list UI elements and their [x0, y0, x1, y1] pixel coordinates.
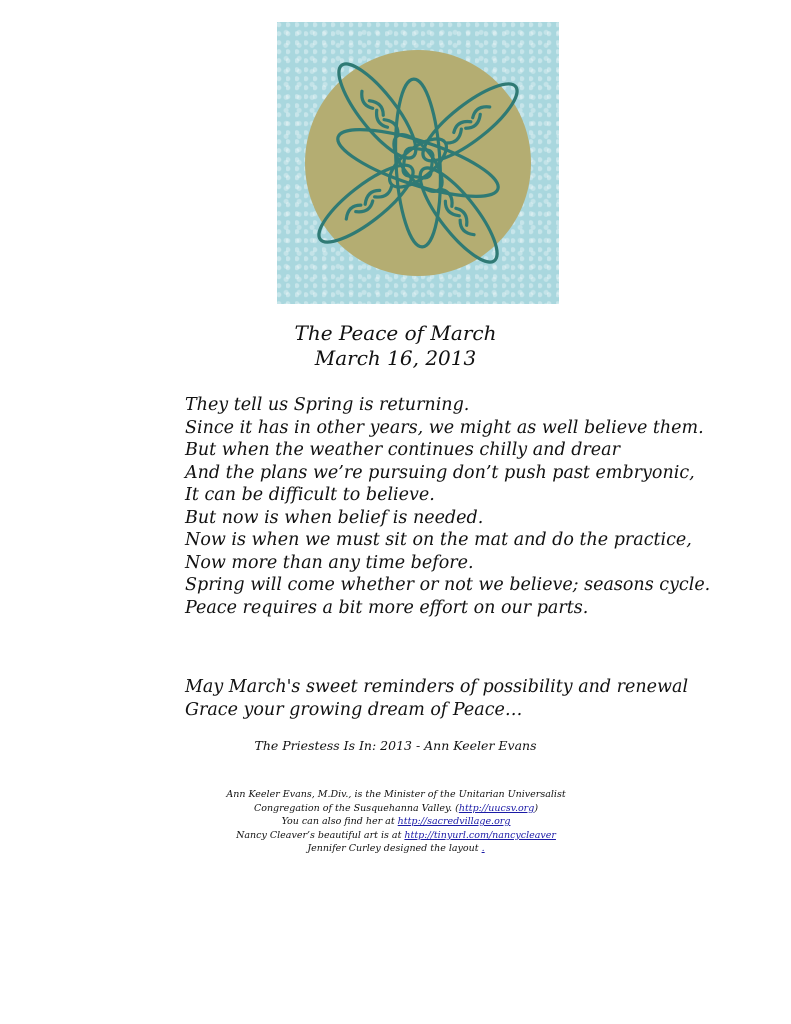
- credits-line-4: [196, 829, 596, 843]
- credits-line-5: [196, 842, 596, 856]
- poem-line: Peace requires a bit more effort on our parts.: [185, 597, 589, 618]
- closing-line: Grace your growing dream of Peace…: [185, 699, 523, 720]
- poem-date: March 16, 2013: [314, 346, 477, 370]
- credits-text: Congregation of the Susquehanna Valley. (: [253, 802, 459, 814]
- sacredvillage-link[interactable]: http://sacredvillage.org: [397, 816, 511, 828]
- byline: The Priestess Is In: 2013 - Ann Keeler Evans: [254, 738, 537, 753]
- credits-text: You can also find her at: [281, 816, 398, 828]
- artwork: [277, 22, 559, 304]
- credits-line-1: Ann Keeler Evans, M.Div., is the Minister of the Unitarian Universalist: [226, 789, 566, 800]
- celtic-knot-wheat-icon: [277, 22, 559, 304]
- poem-line: Since it has in other years, we might as well believe them.: [185, 417, 704, 438]
- nancycleaver-link[interactable]: http://tinyurl.com/nancycleaver: [404, 829, 556, 841]
- credits-line-2: [196, 802, 596, 816]
- poem-title: The Peace of March: [294, 321, 497, 345]
- credits: [196, 788, 596, 856]
- credits-text: ): [534, 802, 539, 814]
- credits-line-3: [196, 815, 596, 829]
- poem-closing: [185, 676, 775, 721]
- credits-text: Nancy Cleaver’s beautiful art is at: [236, 829, 405, 841]
- uucsv-link[interactable]: http://uucsv.org: [458, 802, 535, 814]
- poem-line: They tell us Spring is returning.: [185, 395, 470, 415]
- poem-line: It can be difficult to believe.: [185, 485, 435, 505]
- poem-line: Now is when we must sit on the mat and do the practice,: [185, 530, 692, 550]
- poem-line: But when the weather continues chilly and drear: [185, 440, 620, 460]
- layout-link[interactable]: .: [481, 843, 485, 855]
- closing-line: May March's sweet reminders of possibility and renewal: [185, 677, 689, 697]
- credits-text: Jennifer Curley designed the layout: [307, 843, 482, 855]
- poem-line: Now more than any time before.: [185, 552, 474, 573]
- poem-line: But now is when belief is needed.: [185, 507, 484, 528]
- poem-body: [185, 394, 775, 619]
- poem-line: Spring will come whether or not we believe; seasons cycle.: [185, 575, 711, 595]
- poem-line: And the plans we’re pursuing don’t push past embryonic,: [185, 462, 695, 483]
